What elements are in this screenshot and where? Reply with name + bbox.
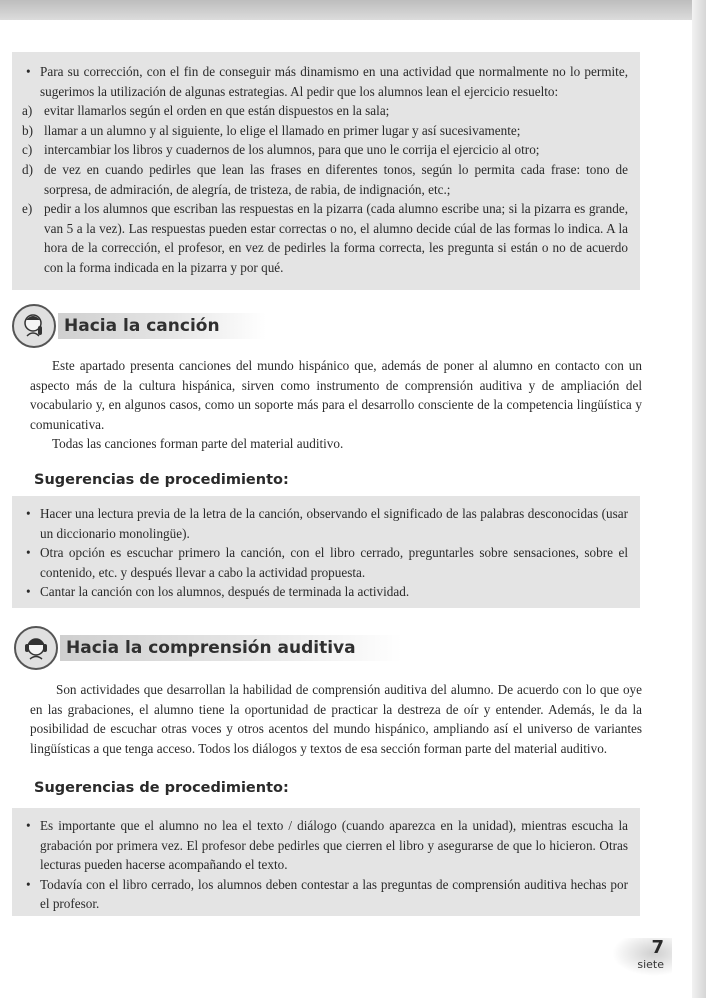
- suggestion-item: • Cantar la canción con los alumnos, después de terminada la actividad.: [22, 582, 628, 602]
- suggestion-item: • Hacer una lectura previa de la letra de la canción, observando el significado de las palabras desconocidas (usar un diccionario monolingüe).: [22, 504, 628, 543]
- strategy-item: a) evitar llamarlos según el orden en que están dispuestos en la sala;: [22, 103, 390, 119]
- cancion-heading: [12, 304, 266, 348]
- cancion-paragraph: Este apartado presenta canciones del mundo hispánico que, además de poner al alumno en contacto con un aspecto más de la cultura hispánica, sirven como instrumento de comprensión auditiva y de ampliación del vocabulario y, en algunos casos, como un soporte más para el desarrollo consciente de la competencia lingüística y comunicativa.: [30, 358, 642, 432]
- strategy-item: d) de vez en cuando pedirles que lean las frases en diferentes tonos, según lo permita cada frase: tono de sorpresa, de admiración, de alegría, de tristeza, de rabia, de indignación, etc.;: [22, 161, 628, 197]
- comprension-title: Hacia la comprensión auditiva: [60, 635, 402, 661]
- strategies-intro: • Para su corrección, con el fin de conseguir más dinamismo en una actividad que normalmente no lo permite, sugerimos la utilización de algunas estrategias. Al pedir que los alumnos lean el ejercicio resuelto:: [22, 62, 628, 101]
- cancion-subheading: Sugerencias de procedimiento:: [34, 472, 289, 488]
- comprension-heading: [14, 626, 402, 670]
- comprension-suggestions-box: [12, 808, 640, 916]
- cancion-paragraph-2: Todas las canciones forman parte del material auditivo.: [52, 436, 344, 451]
- listener-icon: [14, 626, 58, 670]
- comprension-subheading: Sugerencias de procedimiento:: [34, 780, 289, 796]
- suggestion-item: • Es importante que el alumno no lea el texto / diálogo (cuando aparezca en la unidad), mientras escucha la grabación por primera vez. El profesor debe pedirles que cierren el libro y asegurarse de que lo hicieron. Otras lecturas pueden hacerse acompañando el texto.: [22, 816, 628, 875]
- page-top-edge: [0, 0, 706, 20]
- page-right-edge: [692, 0, 706, 998]
- strategy-item: b) llamar a un alumno y al siguiente, lo elige el llamado en primer lugar y así sucesivamente;: [22, 122, 521, 138]
- suggestion-item: • Todavía con el libro cerrado, los alumnos deben contestar a las preguntas de comprensión auditiva hechas por el profesor.: [22, 875, 628, 914]
- strategy-item: c) intercambiar los libros y cuadernos de los alumnos, para que uno le corrija el ejercicio al otro;: [22, 142, 540, 158]
- cancion-title: Hacia la canción: [58, 313, 266, 339]
- cancion-suggestions-box: [12, 496, 640, 608]
- suggestion-item: • Otra opción es escuchar primero la canción, con el libro cerrado, preguntarles sobre sensaciones, sobre el contenido, etc. y después llevar a cabo la actividad propuesta.: [22, 543, 628, 582]
- comprension-paragraph: Son actividades que desarrollan la habilidad de comprensión auditiva del alumno. De acuerdo con lo que oye en las grabaciones, el alumno tiene la oportunidad de practicar la destreza de oír y entender. Además, le da la posibilidad de escuchar otras voces y otros acentos del mundo hispánico, ampliando así el universo de variantes lingüísticas a que tenga acceso. Todos los diálogos y textos de esa sección forman parte del material auditivo.: [30, 682, 642, 756]
- strategy-item: e) pedir a los alumnos que escriban las respuestas en la pizarra (cada alumno escribe una; si la pizarra es grande, van 5 a la vez). Las respuestas pueden estar correctas o no, el alumno decide cúal de las formas lo indica. A la hora de la corrección, el profesor, en vez de pedirles la forma correcta, les pregunta si están o no de acuerdo con la forma indicada en la pizarra y por qué.: [22, 201, 628, 275]
- strategies-box: [12, 52, 640, 290]
- page-number-digit: 7: [651, 937, 664, 958]
- singer-icon: [12, 304, 56, 348]
- page-number-word: siete: [637, 958, 664, 971]
- page-number: [612, 938, 672, 976]
